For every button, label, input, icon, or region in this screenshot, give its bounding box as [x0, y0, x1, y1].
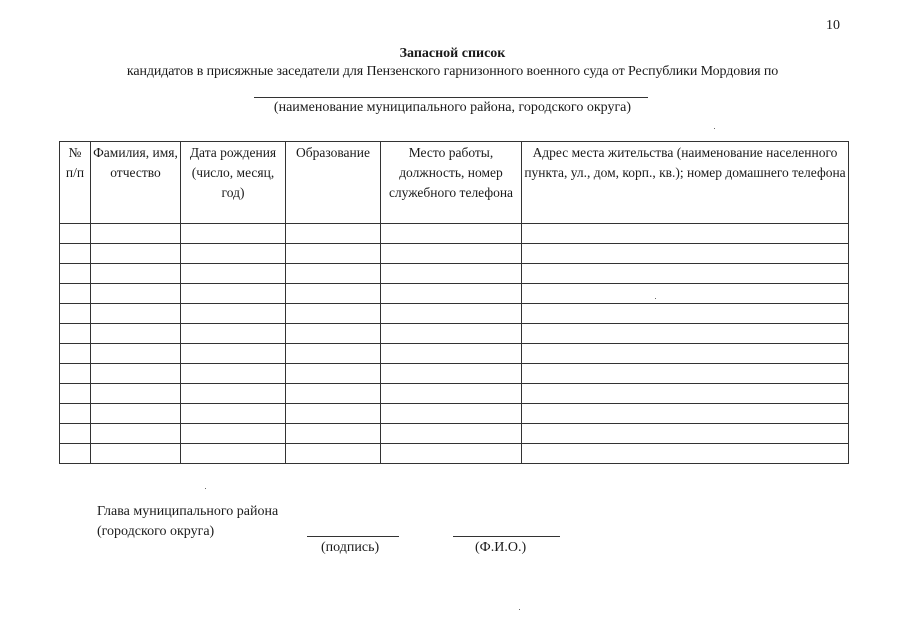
- candidates-table: [59, 141, 849, 464]
- name-caption: (Ф.И.О.): [475, 540, 527, 555]
- table-cell: [181, 344, 286, 364]
- table-cell: [181, 384, 286, 404]
- column-header-birth-date: Дата рождения (число, месяц, год): [181, 142, 286, 224]
- table-cell: [522, 284, 849, 304]
- table-cell: [286, 264, 381, 284]
- table-cell: [286, 244, 381, 264]
- table-cell: [381, 384, 522, 404]
- table-cell: [286, 324, 381, 344]
- page-number: 10: [826, 18, 840, 33]
- position-label: Глава муниципального района (городского округа): [97, 504, 279, 539]
- table-cell: [381, 424, 522, 444]
- table-row: [60, 284, 849, 304]
- table-cell: [522, 264, 849, 284]
- table-cell: [91, 324, 181, 344]
- table-cell: [91, 224, 181, 244]
- table-cell: [181, 304, 286, 324]
- table-cell: [522, 244, 849, 264]
- signature-caption: (подпись): [321, 540, 380, 555]
- table-cell: [60, 224, 91, 244]
- table-cell: [60, 444, 91, 464]
- table-cell: [381, 444, 522, 464]
- table-cell: [522, 304, 849, 324]
- scan-speck: [205, 488, 206, 489]
- table-cell: [60, 404, 91, 424]
- table-cell: [286, 384, 381, 404]
- table-cell: [91, 364, 181, 384]
- column-header-workplace: Место работы, должность, номер служебного телефона: [381, 142, 522, 224]
- table-cell: [91, 244, 181, 264]
- signature-line: [307, 536, 399, 537]
- table-cell: [286, 424, 381, 444]
- scan-speck: [714, 128, 715, 129]
- table-cell: [286, 364, 381, 384]
- table-cell: [286, 444, 381, 464]
- table-cell: [522, 224, 849, 244]
- table-body: [60, 224, 849, 464]
- table-cell: [60, 244, 91, 264]
- table-cell: [60, 284, 91, 304]
- column-header-full-name: Фамилия, имя, отчество: [91, 142, 181, 224]
- table-cell: [286, 224, 381, 244]
- table-cell: [381, 404, 522, 424]
- table-row: [60, 404, 849, 424]
- table-cell: [91, 424, 181, 444]
- table-cell: [91, 304, 181, 324]
- table-row: [60, 424, 849, 444]
- column-header-education: Образование: [286, 142, 381, 224]
- signature-block: [97, 502, 327, 542]
- table-cell: [181, 264, 286, 284]
- municipality-fill-line: [254, 97, 648, 98]
- table-cell: [522, 344, 849, 364]
- name-line: [453, 536, 560, 537]
- document-subtitle: кандидатов в присяжные заседатели для Пензенского гарнизонного военного суда от Республики Мордовия по: [126, 64, 779, 79]
- table-cell: [286, 344, 381, 364]
- column-header-number: № п/п: [60, 142, 91, 224]
- table-cell: [522, 424, 849, 444]
- table-row: [60, 264, 849, 284]
- table-cell: [381, 304, 522, 324]
- table-row: [60, 364, 849, 384]
- table-row: [60, 444, 849, 464]
- table-cell: [381, 224, 522, 244]
- table-cell: [381, 364, 522, 384]
- table-cell: [91, 384, 181, 404]
- table-cell: [286, 284, 381, 304]
- table-cell: [381, 344, 522, 364]
- table-cell: [181, 324, 286, 344]
- table-cell: [522, 444, 849, 464]
- table-cell: [522, 324, 849, 344]
- table-cell: [60, 344, 91, 364]
- table-cell: [181, 224, 286, 244]
- scan-speck: [655, 298, 656, 299]
- table-cell: [381, 324, 522, 344]
- table-cell: [60, 264, 91, 284]
- table-cell: [286, 404, 381, 424]
- table-cell: [60, 384, 91, 404]
- table-cell: [60, 424, 91, 444]
- table-cell: [181, 364, 286, 384]
- table-cell: [60, 364, 91, 384]
- table-cell: [522, 404, 849, 424]
- table-cell: [181, 404, 286, 424]
- table-cell: [181, 284, 286, 304]
- table-cell: [522, 364, 849, 384]
- column-header-address: Адрес места жительства (наименование населенного пункта, ул., дом, корп., кв.); номер домашнего телефона: [522, 142, 849, 224]
- table-row: [60, 304, 849, 324]
- municipality-fill-caption: (наименование муниципального района, городского округа): [273, 100, 632, 115]
- scan-speck: [519, 609, 520, 610]
- table-cell: [522, 384, 849, 404]
- table-cell: [381, 244, 522, 264]
- table-cell: [91, 284, 181, 304]
- table-cell: [60, 304, 91, 324]
- table-row: [60, 244, 849, 264]
- table-header-row: [60, 142, 849, 224]
- table-cell: [181, 444, 286, 464]
- table-cell: [181, 424, 286, 444]
- table-cell: [286, 304, 381, 324]
- table-row: [60, 344, 849, 364]
- table-cell: [91, 404, 181, 424]
- table-row: [60, 384, 849, 404]
- table-cell: [91, 344, 181, 364]
- table-cell: [181, 244, 286, 264]
- table-cell: [60, 324, 91, 344]
- table-cell: [91, 444, 181, 464]
- table-row: [60, 224, 849, 244]
- table-cell: [381, 284, 522, 304]
- table-cell: [381, 264, 522, 284]
- table-cell: [91, 264, 181, 284]
- table-row: [60, 324, 849, 344]
- document-title: Запасной список: [399, 46, 506, 61]
